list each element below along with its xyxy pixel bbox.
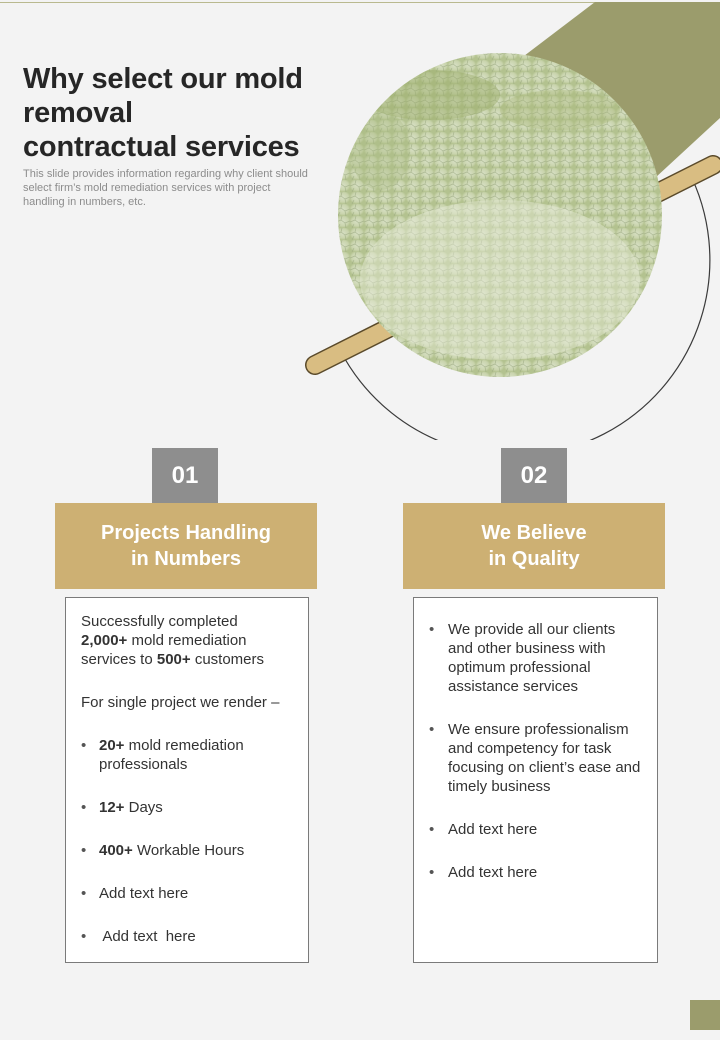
title-line-2: removal [23,97,133,129]
list-item: • 400+ Workable Hours [81,841,293,860]
list-item: • We ensure professionalism and competency for task focusing on client’s ease and timely business [429,720,643,796]
heading-line-1: We Believe [481,522,587,544]
number-badge-02: 02 [501,448,567,504]
heading-line-2: in Numbers [130,548,242,570]
quality-bullet-list [429,620,643,882]
list-item: • Add text here [81,927,293,946]
list-item: • 20+ mold remediation professionals [81,736,293,774]
list-item: • Add text here [429,820,643,839]
list-item: • Add text here [429,863,643,882]
list-item: • Add text here [81,884,293,903]
page-subtitle: This slide provides information regarding why client should select firm’s mold remediation services with project handling in numbers, etc. [23,168,308,208]
title-line-1: Why select our mold [23,63,303,95]
heading-line-2: in Quality [488,548,580,570]
decorative-graphic [0,0,720,440]
corner-square [690,1000,720,1030]
render-line: For single project we render – [81,694,280,711]
section-heading-projects [55,503,317,589]
section-heading-quality [403,503,665,589]
projects-bullet-list [81,736,293,946]
title-line-3: contractual services [23,131,300,163]
list-item: • 12+ Days [81,798,293,817]
projects-intro: Successfully completed 2,000+ mold remediation services to 500+ customers [81,613,265,668]
quality-content-box [413,597,658,963]
heading-line-1: Projects Handling [100,522,272,544]
projects-content-box [65,597,309,963]
number-badge-01: 01 [152,448,218,504]
list-item: • We provide all our clients and other business with optimum professional assistance services [429,620,643,696]
